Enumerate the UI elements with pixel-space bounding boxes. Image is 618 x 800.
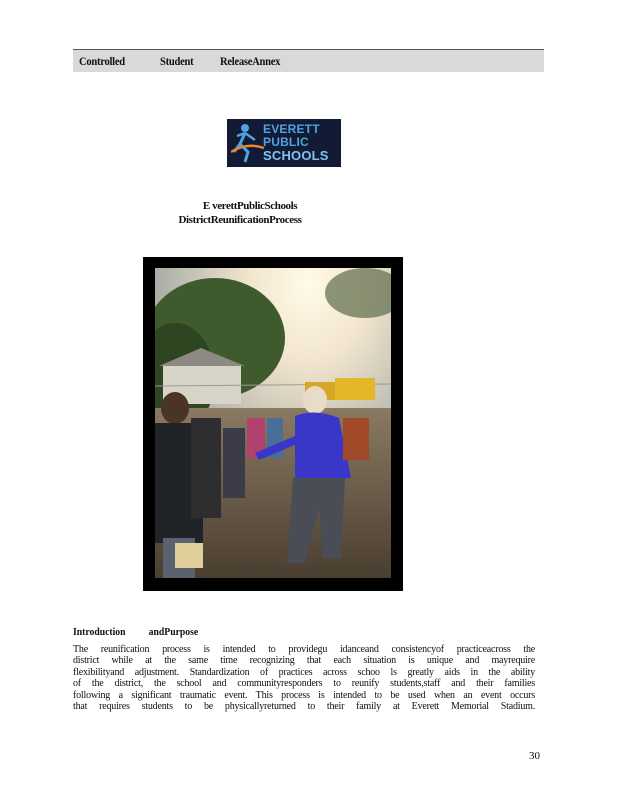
- title-district-reunification-process: DistrictReunificationProcess: [178, 214, 302, 226]
- paragraph-line: flexibilityand adjustment. Standardization of practices across schoo ls greatly aids in the ability: [73, 666, 535, 678]
- paragraph-line: that requires students to be physicallyreturned to their family at Everett Memorial Stadium.: [73, 701, 535, 713]
- intro-paragraph: [73, 644, 535, 712]
- paragraph-line: district while at the same time recognizing that each situation is unique and mayrequire: [73, 655, 535, 667]
- title-everett-public-schools: E verettPublicSchools: [202, 200, 298, 212]
- header-controlled: Controlled: [79, 54, 125, 68]
- paragraph-line: of the district, the school and communityresponders to reunify students,staff and their families: [73, 678, 535, 690]
- heading-and-purpose: andPurpose: [148, 626, 199, 638]
- annex-header-bar: [73, 49, 544, 72]
- heading-introduction: Introduction: [73, 626, 126, 638]
- paragraph-line: following a significant traumatic event. This process is intended to be used when an event occurs: [73, 689, 535, 701]
- reunification-photo: [155, 268, 391, 578]
- page-number: 30: [529, 750, 540, 762]
- logo-text-schools: SCHOOLS: [263, 148, 329, 163]
- section-heading: [73, 626, 199, 638]
- everett-public-schools-logo: [227, 119, 341, 167]
- photo-frame: [143, 257, 403, 591]
- header-release-annex: ReleaseAnnex: [220, 54, 281, 68]
- logo-text-public: PUBLIC: [263, 135, 309, 149]
- logo-text-everett: EVERETT: [263, 122, 320, 136]
- header-student: Student: [160, 54, 194, 68]
- paragraph-line: The reunification process is intended to providegu idanceand consistencyof practiceacross the: [73, 644, 535, 655]
- runner-logo-icon: [231, 122, 265, 164]
